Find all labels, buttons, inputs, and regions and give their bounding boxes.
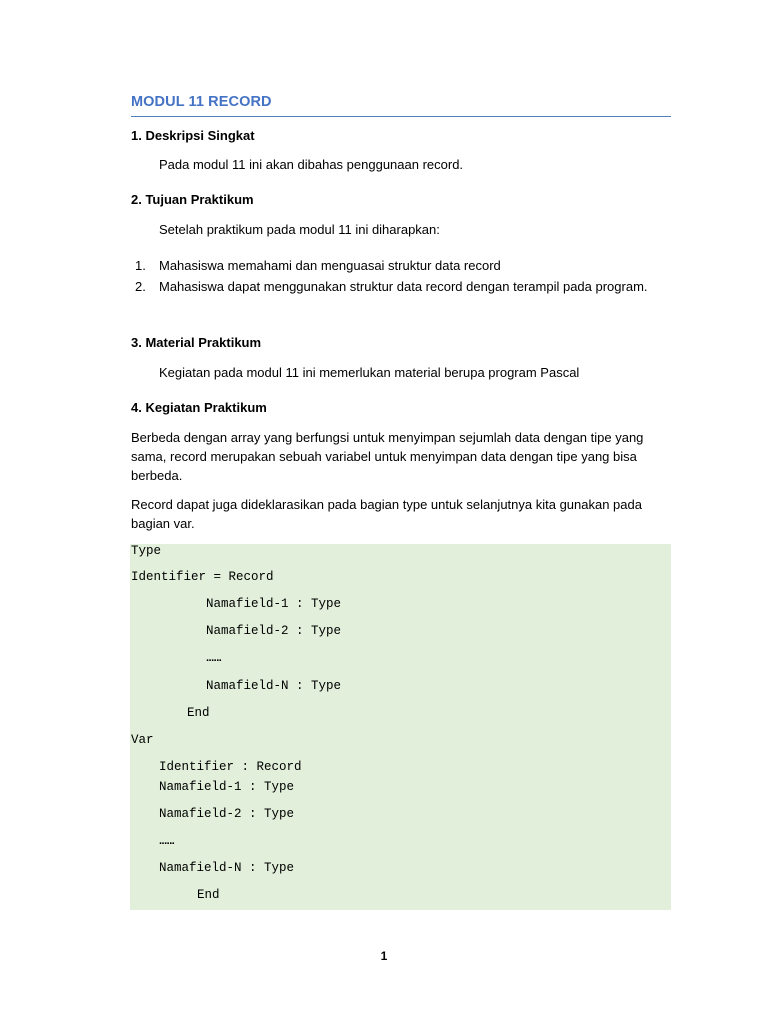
section-heading-kegiatan: 4. Kegiatan Praktikum: [131, 400, 267, 415]
code-line: Type: [131, 544, 162, 558]
list-item: [131, 276, 671, 297]
code-line: Namafield-N : Type: [159, 861, 295, 875]
section-body-deskripsi: Pada modul 11 ini akan dibahas penggunaan record.: [159, 157, 464, 172]
document-title: MODUL 11 RECORD: [131, 94, 272, 110]
code-line: Namafield-1 : Type: [159, 780, 295, 794]
section-heading-material: 3. Material Praktikum: [131, 335, 262, 350]
code-line: Namafield-2 : Type: [159, 807, 295, 821]
code-line: Namafield-1 : Type: [206, 597, 342, 611]
objectives-list: [131, 255, 671, 297]
list-number: 1.: [135, 258, 146, 273]
code-block: [130, 544, 671, 910]
section-body-material: Kegiatan pada modul 11 ini memerlukan material berupa program Pascal: [159, 365, 580, 380]
paragraph-array-vs-record: Berbeda dengan array yang berfungsi untuk menyimpan sejumlah data dengan tipe yang sama, record merupakan sebuah variabel untuk menyimpan data dengan tipe yang bisa berbeda.: [131, 430, 644, 483]
code-line: Namafield-N : Type: [206, 679, 342, 693]
code-ellipsis: ......: [159, 835, 175, 847]
section-heading-tujuan: 2. Tujuan Praktikum: [131, 192, 254, 207]
code-line: Var: [131, 733, 154, 747]
list-item-text: Mahasiswa memahami dan menguasai struktur data record: [159, 258, 501, 273]
list-item: [131, 255, 671, 276]
code-line: Identifier : Record: [159, 760, 302, 774]
code-ellipsis: ......: [206, 652, 222, 664]
code-line: End: [187, 706, 210, 720]
paragraph-record-declaration: Record dapat juga dideklarasikan pada bagian type untuk selanjutnya kita gunakan pada bagian var.: [131, 497, 642, 531]
code-line: End: [197, 888, 220, 902]
page-number: 1: [380, 949, 388, 963]
section-body-tujuan: Setelah praktikum pada modul 11 ini diharapkan:: [159, 222, 440, 237]
section-heading-deskripsi: 1. Deskripsi Singkat: [131, 128, 255, 143]
code-line: Identifier = Record: [131, 570, 274, 584]
list-number: 2.: [135, 279, 146, 294]
list-item-text: Mahasiswa dapat menggunakan struktur data record dengan terampil pada program.: [159, 279, 648, 294]
code-line: Namafield-2 : Type: [206, 624, 342, 638]
title-underline: [131, 116, 671, 117]
